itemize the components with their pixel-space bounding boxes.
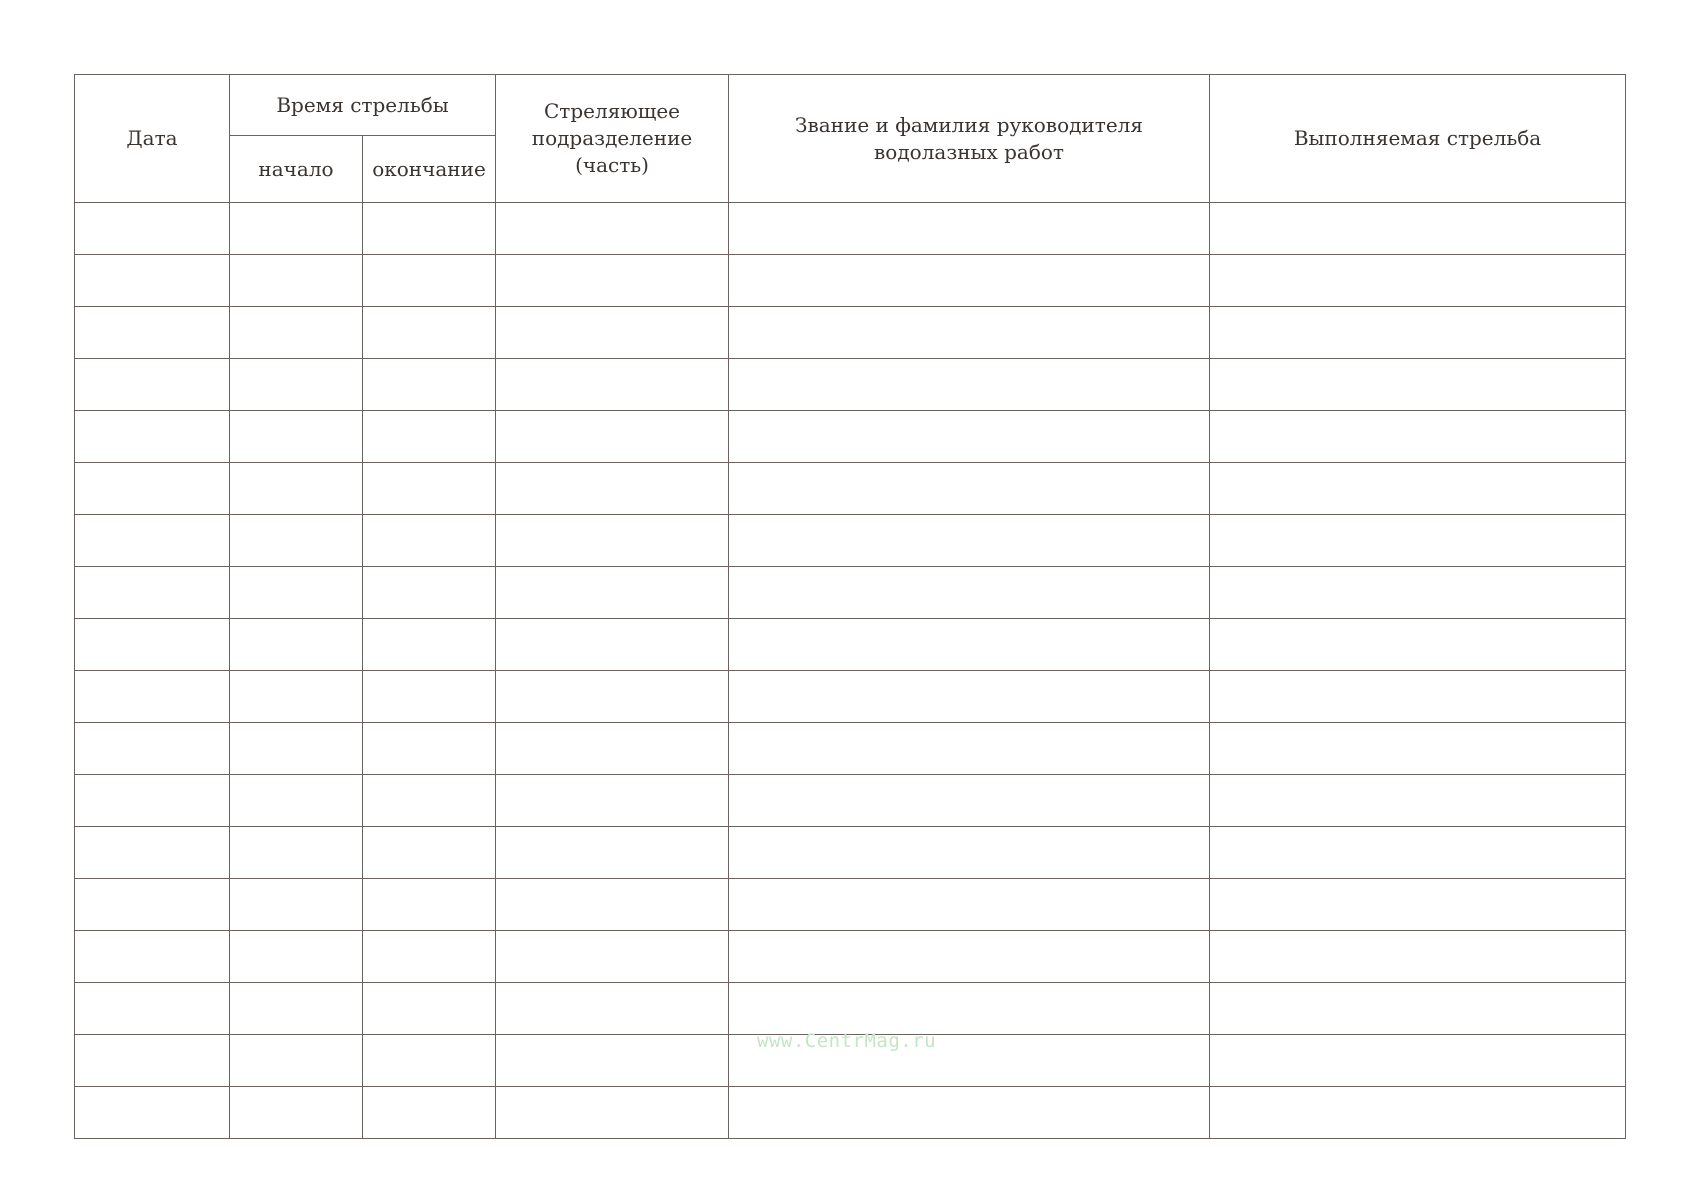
table-cell[interactable]	[363, 1035, 496, 1087]
table-cell[interactable]	[363, 723, 496, 775]
table-cell[interactable]	[230, 619, 363, 671]
table-cell[interactable]	[1210, 203, 1626, 255]
table-cell[interactable]	[1210, 723, 1626, 775]
table-cell[interactable]	[496, 255, 729, 307]
table-cell[interactable]	[230, 567, 363, 619]
table-cell[interactable]	[496, 515, 729, 567]
table-header	[75, 75, 1626, 203]
table-cell[interactable]	[496, 1087, 729, 1139]
table-cell[interactable]	[1210, 567, 1626, 619]
table-row	[75, 931, 1626, 983]
table-cell[interactable]	[496, 359, 729, 411]
table-cell[interactable]	[230, 827, 363, 879]
table-cell[interactable]	[729, 931, 1210, 983]
table-cell[interactable]	[363, 515, 496, 567]
table-cell[interactable]	[496, 203, 729, 255]
table-cell[interactable]	[1210, 411, 1626, 463]
table-cell[interactable]	[496, 723, 729, 775]
table-cell[interactable]	[1210, 983, 1626, 1035]
table-cell[interactable]	[1210, 307, 1626, 359]
table-cell[interactable]	[230, 255, 363, 307]
table-cell[interactable]	[729, 1087, 1210, 1139]
table-row	[75, 515, 1626, 567]
table-body	[75, 203, 1626, 1139]
table-cell[interactable]	[729, 411, 1210, 463]
table-cell[interactable]	[729, 463, 1210, 515]
table-cell[interactable]	[230, 359, 363, 411]
table-cell[interactable]	[729, 671, 1210, 723]
table-cell[interactable]	[496, 983, 729, 1035]
table-cell[interactable]	[729, 723, 1210, 775]
table-cell[interactable]	[75, 671, 230, 723]
table-cell[interactable]	[75, 463, 230, 515]
header-time-group: Время стрельбы	[230, 75, 496, 136]
table-row	[75, 463, 1626, 515]
table-row	[75, 359, 1626, 411]
table-cell[interactable]	[230, 463, 363, 515]
table-row	[75, 619, 1626, 671]
table-cell[interactable]	[75, 411, 230, 463]
table-cell[interactable]	[75, 515, 230, 567]
table-cell[interactable]	[496, 463, 729, 515]
header-firing: Выполняемая стрельба	[1210, 75, 1626, 203]
header-time-end: окончание	[363, 136, 496, 203]
table-cell[interactable]	[363, 255, 496, 307]
header-unit: Стреляющее подразделение (часть)	[496, 75, 729, 203]
table-cell[interactable]	[75, 1087, 230, 1139]
table-cell[interactable]	[75, 203, 230, 255]
table-cell[interactable]	[230, 879, 363, 931]
table-cell[interactable]	[363, 463, 496, 515]
table-cell[interactable]	[230, 775, 363, 827]
table-cell[interactable]	[363, 411, 496, 463]
table-cell[interactable]	[363, 879, 496, 931]
table-cell[interactable]	[230, 515, 363, 567]
table-cell[interactable]	[729, 879, 1210, 931]
table-cell[interactable]	[729, 203, 1210, 255]
table-cell[interactable]	[729, 255, 1210, 307]
table-cell[interactable]	[1210, 827, 1626, 879]
table-cell[interactable]	[363, 671, 496, 723]
table-row	[75, 827, 1626, 879]
table-cell[interactable]	[75, 255, 230, 307]
table-cell[interactable]	[729, 983, 1210, 1035]
table-row	[75, 1087, 1626, 1139]
table-cell[interactable]	[363, 359, 496, 411]
table-cell[interactable]	[1210, 879, 1626, 931]
table-row	[75, 411, 1626, 463]
table-cell[interactable]	[75, 619, 230, 671]
table-cell[interactable]	[75, 723, 230, 775]
table-cell[interactable]	[363, 775, 496, 827]
table-cell[interactable]	[1210, 1087, 1626, 1139]
header-date: Дата	[75, 75, 230, 203]
table-cell[interactable]	[729, 775, 1210, 827]
table-cell[interactable]	[496, 619, 729, 671]
table-row	[75, 307, 1626, 359]
header-time-start: начало	[230, 136, 363, 203]
table-row	[75, 671, 1626, 723]
table-cell[interactable]	[363, 203, 496, 255]
table-cell[interactable]	[75, 307, 230, 359]
table-cell[interactable]	[729, 567, 1210, 619]
table-cell[interactable]	[230, 1035, 363, 1087]
table-cell[interactable]	[1210, 671, 1626, 723]
table-cell[interactable]	[363, 307, 496, 359]
table-cell[interactable]	[1210, 619, 1626, 671]
table-cell[interactable]	[729, 359, 1210, 411]
table-cell[interactable]	[496, 307, 729, 359]
table-cell[interactable]	[75, 1035, 230, 1087]
table-cell[interactable]	[729, 307, 1210, 359]
table-cell[interactable]	[729, 619, 1210, 671]
table-cell[interactable]	[496, 411, 729, 463]
table-cell[interactable]	[230, 1087, 363, 1139]
firing-log-table	[74, 74, 1626, 1139]
table-cell[interactable]	[230, 931, 363, 983]
table-cell[interactable]	[729, 515, 1210, 567]
table-cell[interactable]	[496, 567, 729, 619]
table-cell[interactable]	[363, 827, 496, 879]
table-cell[interactable]	[363, 1087, 496, 1139]
table-cell[interactable]	[1210, 359, 1626, 411]
table-cell[interactable]	[230, 671, 363, 723]
header-supervisor: Звание и фамилия руководителя водолазных работ	[729, 75, 1210, 203]
table-cell[interactable]	[729, 827, 1210, 879]
table-cell[interactable]	[1210, 775, 1626, 827]
table-cell[interactable]	[230, 411, 363, 463]
table-row	[75, 567, 1626, 619]
table-cell[interactable]	[1210, 931, 1626, 983]
table-row	[75, 723, 1626, 775]
table-cell[interactable]	[496, 671, 729, 723]
table-cell[interactable]	[75, 567, 230, 619]
table-cell[interactable]	[75, 775, 230, 827]
table-cell[interactable]	[496, 775, 729, 827]
table-cell[interactable]	[230, 203, 363, 255]
table-cell[interactable]	[1210, 515, 1626, 567]
table-cell[interactable]	[363, 931, 496, 983]
table-cell[interactable]	[230, 983, 363, 1035]
table-cell[interactable]	[230, 307, 363, 359]
table-cell[interactable]	[363, 619, 496, 671]
table-cell[interactable]	[363, 983, 496, 1035]
table-cell[interactable]	[75, 931, 230, 983]
table-row	[75, 983, 1626, 1035]
table-cell[interactable]	[1210, 255, 1626, 307]
table-cell[interactable]	[75, 359, 230, 411]
table-row	[75, 203, 1626, 255]
table-cell[interactable]	[496, 827, 729, 879]
table-cell[interactable]	[230, 723, 363, 775]
table-row	[75, 255, 1626, 307]
table-cell[interactable]	[363, 567, 496, 619]
table-cell[interactable]	[75, 879, 230, 931]
table-cell[interactable]	[496, 1035, 729, 1087]
table-cell[interactable]	[1210, 1035, 1626, 1087]
table-row	[75, 775, 1626, 827]
table-cell[interactable]	[496, 879, 729, 931]
table-cell[interactable]	[1210, 463, 1626, 515]
table-cell[interactable]	[75, 983, 230, 1035]
log-sheet	[74, 74, 1625, 1139]
table-cell[interactable]	[75, 827, 230, 879]
table-cell[interactable]	[496, 931, 729, 983]
table-row	[75, 879, 1626, 931]
watermark-text: www.CentrMag.ru	[757, 1030, 937, 1052]
